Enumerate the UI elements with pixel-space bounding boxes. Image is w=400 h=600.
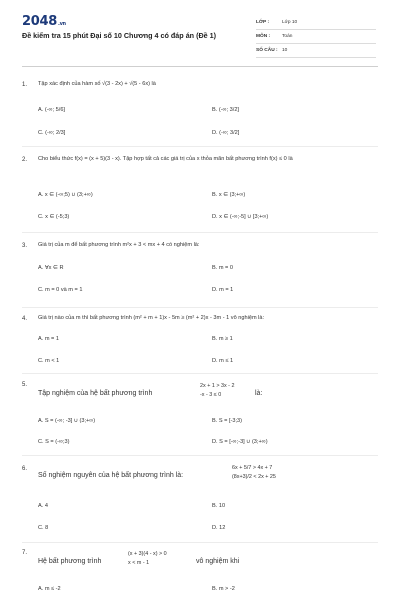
answer-b[interactable]: B. m ≥ 1 [212,336,233,342]
meta-value: Toán [282,34,293,39]
question-text: Cho biểu thức f(x) = (x + 5)(3 - x). Tập hợp tất cả các giá trị của x thỏa mãn bất phương trình f(x) ≤ 0 là [38,156,293,162]
answer-b[interactable]: B. S = [-3;3) [212,418,243,424]
meta-value: Lớp 10 [282,20,298,25]
answer-b[interactable]: B. m > -2 [212,586,235,592]
question-number: 5. [22,382,28,388]
answer-b[interactable]: B. 10 [212,503,226,509]
inequality-line: (8x+3)/2 < 2x + 25 [232,474,276,480]
answer-d[interactable]: D. m ≤ 1 [212,358,234,364]
meta-label: MÔN : [256,34,271,39]
answer-a[interactable]: A. x ∈ (-∞;5) ∪ (3;+∞) [38,192,93,198]
answer-a[interactable]: A. ∀x ∈ R [38,265,64,271]
inequality-line: x < m - 1 [128,560,150,566]
answer-c[interactable]: C. S = (-∞;3) [38,439,70,445]
answer-a[interactable]: A. S = (-∞; -3] ∪ (3;+∞) [38,418,96,424]
question-number: 1. [22,82,28,88]
question-separator [22,146,378,147]
inequality-line: (x + 3)(4 - x) > 0 [128,551,167,557]
question-text: Tập nghiệm của hệ bất phương trình [38,390,153,397]
meta-row-subject [256,30,376,44]
question-separator [22,542,378,543]
question-number: 4. [22,316,28,322]
answer-d[interactable]: D. (-∞; 3/2] [212,130,240,136]
question-number: 7. [22,550,28,556]
question-number: 3. [22,243,28,249]
answer-c[interactable]: C. x ∈ (-5;3) [38,214,70,220]
meta-row-class [256,16,376,30]
answer-b[interactable]: B. m = 0 [212,265,233,271]
inequality-line: 2x + 1 > 3x - 2 [200,383,235,389]
meta-table [256,16,376,58]
inequality-line: -x - 3 ≤ 0 [200,392,222,398]
question-text: Số nghiệm nguyên của hệ bất phương trình là: [38,472,184,479]
question-text: Tập xác định của hàm số √(3 - 2x) + √(5 - 6x) là [38,81,156,87]
question-text: Hệ bất phương trình [38,558,102,565]
inequality-line: 6x + 5/7 > 4x + 7 [232,465,273,471]
logo-main: 2048 [22,14,57,29]
logo-suffix: .vn [57,21,66,27]
inequality-system [128,550,167,568]
answer-d[interactable]: D. 12 [212,525,226,531]
question-text-suffix: là: [255,390,263,397]
answer-a[interactable]: A. (-∞; 5/6] [38,107,65,113]
question-number: 6. [22,466,28,472]
question-text: Giá trị nào của m thì bất phương trình (m² + m + 1)x - 5m ≥ (m² + 2)x - 3m - 1 vô nghiệm là: [38,315,265,321]
inequality-system [200,382,234,400]
question-number: 2. [22,157,28,163]
answer-b[interactable]: B. (-∞; 3/2] [212,107,239,113]
answer-c[interactable]: C. m < 1 [38,358,60,364]
answer-d[interactable]: D. S = [-∞;-3] ∪ (3;+∞) [212,439,268,445]
question-separator [22,307,378,308]
header-divider [22,66,378,67]
site-logo[interactable] [22,14,66,29]
answer-a[interactable]: A. 4 [38,503,48,509]
answer-b[interactable]: B. x ∈ (3;+∞) [212,192,246,198]
meta-row-count [256,44,376,58]
question-separator [22,455,378,456]
question-separator [22,373,378,374]
answer-c[interactable]: C. m = 0 và m = 1 [38,287,83,293]
answer-a[interactable]: A. m = 1 [38,336,59,342]
answer-c[interactable]: C. (-∞; 2/3] [38,130,66,136]
document-header [0,0,400,70]
meta-label: LỚP : [256,20,270,25]
answer-a[interactable]: A. m ≤ -2 [38,586,61,592]
answer-c[interactable]: C. 8 [38,525,49,531]
meta-value: 10 [282,48,288,53]
question-separator [22,232,378,233]
question-text: Giá trị của m để bất phương trình m²x + 3 < mx + 4 có nghiệm là: [38,242,200,248]
inequality-system [232,464,276,482]
meta-label: SỐ CÂU : [256,48,278,53]
document-title: Đề kiểm tra 15 phút Đại số 10 Chương 4 có đáp án (Đề 1) [22,31,217,40]
question-text-suffix: vô nghiệm khi [196,558,240,565]
answer-d[interactable]: D. x ∈ (-∞;-5] ∪ [3;+∞) [212,214,269,220]
answer-d[interactable]: D. m = 1 [212,287,234,293]
